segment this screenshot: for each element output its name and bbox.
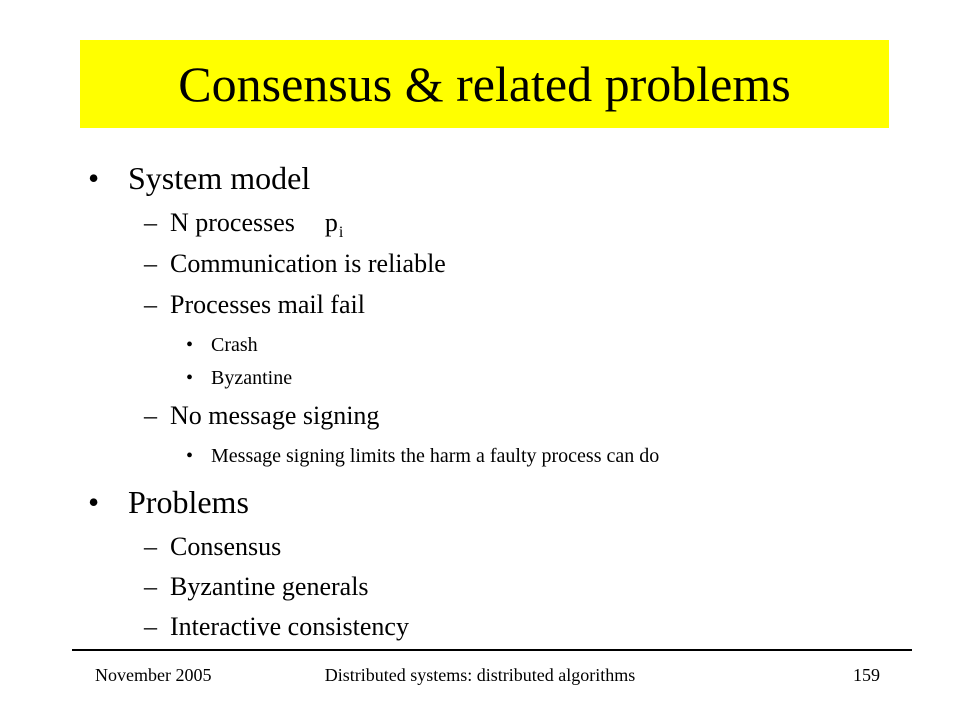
dash-marker: – (144, 249, 157, 278)
subitem-processes-fail (144, 290, 365, 320)
dash-marker: – (144, 208, 157, 237)
bullet-text: Problems (128, 484, 249, 520)
bullet-marker: • (186, 445, 194, 467)
footer-date: November 2005 (95, 665, 212, 685)
subitem-no-signing (144, 401, 379, 431)
subitem-communication (144, 249, 446, 279)
footer-page-number: 159 (853, 665, 880, 685)
bullet-text: System model (128, 160, 311, 196)
subitem-text: Communication is reliable (170, 249, 446, 278)
process-symbol: p (324, 208, 338, 237)
bullet-marker: • (88, 484, 100, 520)
bullet-system-model (88, 160, 310, 197)
subitem-text: Processes mail fail (170, 290, 365, 319)
footer-divider (72, 649, 912, 651)
subitem-text: N processes (170, 208, 295, 237)
bullet-marker: • (186, 367, 194, 389)
subitem-text: No message signing (170, 401, 380, 430)
subitem-byzantine-generals (144, 572, 369, 602)
bullet-problems (88, 484, 249, 521)
subitem-n-processes (144, 208, 344, 241)
subitem-text: Consensus (170, 532, 282, 561)
slide-title: Consensus & related problems (178, 56, 791, 112)
subitem-text: Interactive consistency (170, 612, 409, 641)
dash-marker: – (144, 401, 157, 430)
subitem-interactive-consistency (144, 612, 409, 642)
dash-marker: – (144, 572, 157, 601)
bullet-marker: • (88, 160, 100, 196)
subsubitem-text: Crash (211, 334, 258, 356)
subsubitem-text: Byzantine (211, 367, 293, 389)
subsubitem-crash (186, 334, 258, 357)
subitem-consensus (144, 532, 281, 562)
dash-marker: – (144, 612, 157, 641)
dash-marker: – (144, 532, 157, 561)
process-subscript: i (338, 224, 344, 241)
subsubitem-byzantine (186, 367, 292, 390)
footer-course: Distributed systems: distributed algorithms (324, 665, 636, 685)
subsubitem-text: Message signing limits the harm a faulty process can do (211, 445, 660, 467)
dash-marker: – (144, 290, 157, 319)
subitem-text: Byzantine generals (170, 572, 369, 601)
bullet-marker: • (186, 334, 194, 356)
subsubitem-signing-note (186, 445, 659, 468)
